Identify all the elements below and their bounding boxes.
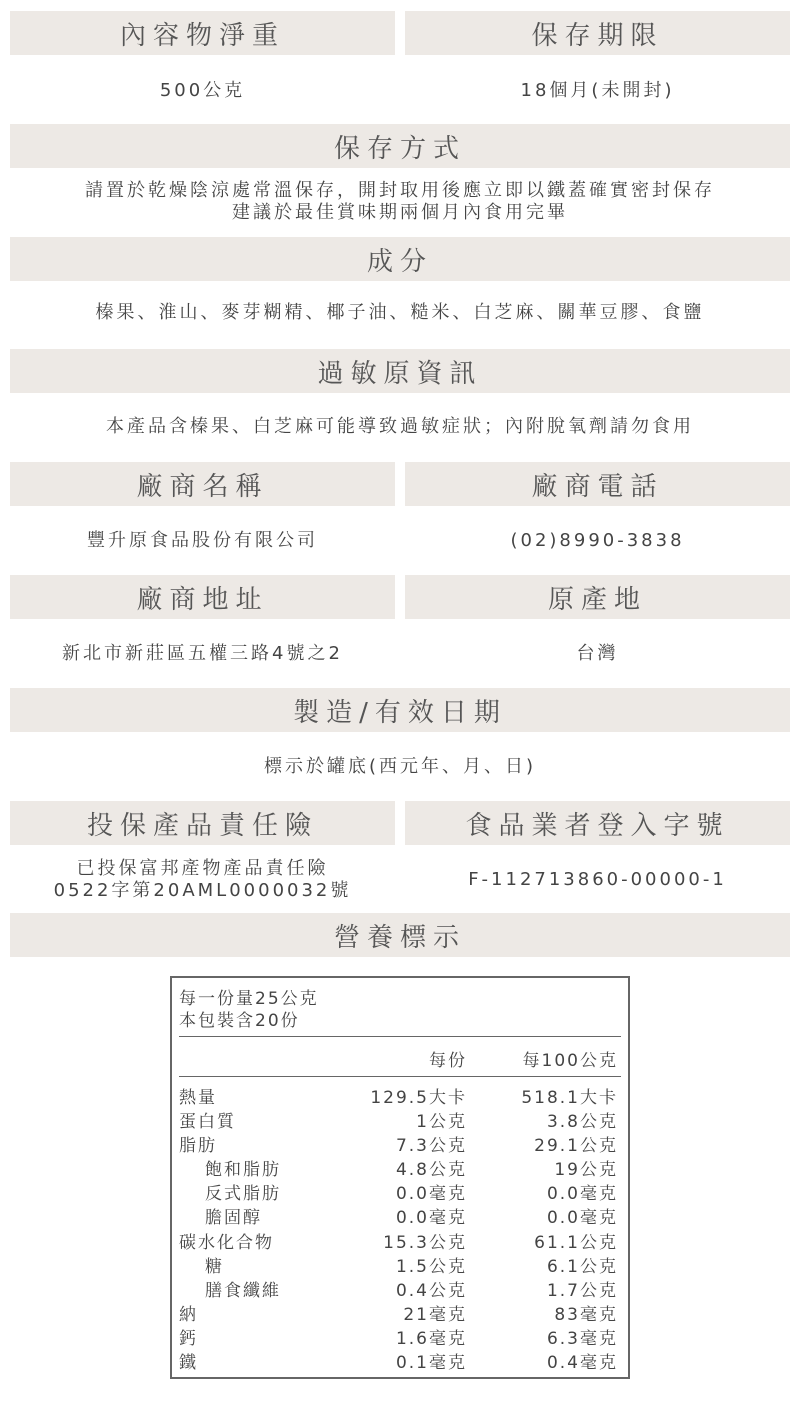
origin-header: 原產地	[405, 575, 790, 619]
nutrient-name: 鐵	[179, 1353, 198, 1374]
registration-value: F-112713860-00000-1	[468, 869, 727, 890]
per-100g-value: 518.1大卡	[521, 1088, 618, 1108]
shelf-life-header: 保存期限	[405, 11, 790, 55]
nutrition-row	[179, 1086, 618, 1110]
maker-name-value: 豐升原食品股份有限公司	[87, 530, 318, 551]
nutrient-name: 脂肪	[179, 1136, 217, 1157]
insurance-line-2: 0522字第20AML0000032號	[53, 880, 352, 901]
storage-text	[10, 178, 790, 226]
table-divider	[179, 1036, 621, 1037]
maker-phone-value: (02)8990-3838	[510, 530, 685, 551]
per-100g-value: 29.1公克	[534, 1136, 618, 1157]
nutrient-name: 反式脂肪	[205, 1184, 281, 1205]
nutrient-name: 飽和脂肪	[205, 1160, 281, 1181]
nutrient-name: 碳水化合物	[179, 1232, 274, 1253]
table-divider	[179, 1076, 621, 1077]
col-per-serving: 每份	[429, 1051, 467, 1071]
col-per-100g: 每100公克	[522, 1051, 618, 1071]
nutrition-row	[179, 1255, 618, 1279]
nutrition-row	[179, 1327, 618, 1351]
per-100g-value: 6.3毫克	[546, 1328, 618, 1349]
insurance-header: 投保產品責任險	[10, 801, 395, 845]
per-serving-value: 1.5公克	[395, 1256, 467, 1277]
per-serving-value: 0.1毫克	[395, 1353, 467, 1374]
nutrition-row	[179, 1351, 618, 1375]
nutrition-table	[170, 976, 630, 1379]
nutrition-row	[179, 1158, 618, 1182]
per-serving-value: 0.0毫克	[395, 1184, 467, 1205]
maker-phone-header: 廠商電話	[405, 462, 790, 506]
nutrition-row	[179, 1303, 618, 1327]
nutrition-row	[179, 1110, 618, 1134]
mfg-date-header: 製造/有效日期	[10, 688, 790, 732]
per-serving-value: 7.3公克	[395, 1136, 467, 1157]
per-serving-value: 129.5大卡	[370, 1088, 467, 1108]
serving-info	[179, 988, 319, 1032]
per-serving-value: 21毫克	[403, 1304, 467, 1325]
nutrition-row	[179, 1134, 618, 1158]
per-100g-value: 6.1公克	[546, 1256, 618, 1277]
nutrient-name: 膳食纖維	[205, 1280, 281, 1301]
servings-per-pack: 本包裝含20份	[179, 1011, 300, 1031]
registration-header: 食品業者登入字號	[405, 801, 790, 845]
nutrition-header: 營養標示	[10, 913, 790, 957]
per-100g-value: 0.0毫克	[546, 1208, 618, 1229]
per-serving-value: 15.3公克	[383, 1232, 467, 1253]
nutrient-name: 糖	[205, 1256, 224, 1277]
net-weight-header: 內容物淨重	[10, 11, 395, 55]
net-weight-value: 500公克	[159, 80, 246, 101]
per-serving-value: 1.6毫克	[395, 1328, 467, 1349]
nutrient-name: 熱量	[179, 1088, 217, 1108]
allergen-header: 過敏原資訊	[10, 349, 790, 393]
nutrition-row	[179, 1206, 618, 1230]
serving-size: 每一份量25公克	[179, 989, 319, 1009]
nutrient-name: 鈣	[179, 1328, 198, 1349]
per-100g-value: 3.8公克	[546, 1112, 618, 1133]
nutrient-name: 蛋白質	[179, 1112, 236, 1133]
nutrient-name: 納	[179, 1304, 198, 1325]
nutrition-row	[179, 1231, 618, 1255]
allergen-text: 本產品含榛果、白芝麻可能導致過敏症狀；內附脫氧劑請勿食用	[106, 416, 694, 437]
per-100g-value: 1.7公克	[546, 1280, 618, 1301]
per-100g-value: 0.0毫克	[546, 1184, 618, 1205]
ingredients-header: 成分	[10, 237, 790, 281]
per-serving-value: 0.0毫克	[395, 1208, 467, 1229]
per-100g-value: 61.1公克	[534, 1232, 618, 1253]
storage-line-1: 請置於乾燥陰涼處常溫保存，開封取用後應立即以鐵蓋確實密封保存	[85, 180, 715, 201]
nutrition-row	[179, 1279, 618, 1303]
maker-name-header: 廠商名稱	[10, 462, 395, 506]
storage-line-2: 建議於最佳賞味期兩個月內食用完畢	[232, 202, 568, 223]
maker-address-header: 廠商地址	[10, 575, 395, 619]
per-100g-value: 19公克	[554, 1160, 618, 1181]
maker-address-value: 新北市新莊區五權三路4號之2	[62, 643, 343, 664]
shelf-life-value: 18個月(未開封)	[520, 80, 675, 101]
nutrition-rows	[179, 1086, 618, 1375]
nutrient-name: 膽固醇	[205, 1208, 262, 1229]
per-serving-value: 4.8公克	[395, 1160, 467, 1181]
mfg-date-text: 標示於罐底(西元年、月、日)	[263, 756, 537, 777]
storage-header: 保存方式	[10, 124, 790, 168]
per-serving-value: 0.4公克	[395, 1280, 467, 1301]
per-100g-value: 83毫克	[554, 1304, 618, 1325]
nutrition-row	[179, 1182, 618, 1206]
ingredients-text: 榛果、淮山、麥芽糊精、椰子油、糙米、白芝麻、關華豆膠、食鹽	[95, 302, 705, 323]
per-serving-value: 1公克	[416, 1112, 467, 1133]
insurance-line-1: 已投保富邦產物產品責任險	[76, 858, 329, 879]
origin-value: 台灣	[576, 643, 619, 664]
insurance-text	[10, 856, 395, 904]
per-100g-value: 0.4毫克	[546, 1353, 618, 1374]
